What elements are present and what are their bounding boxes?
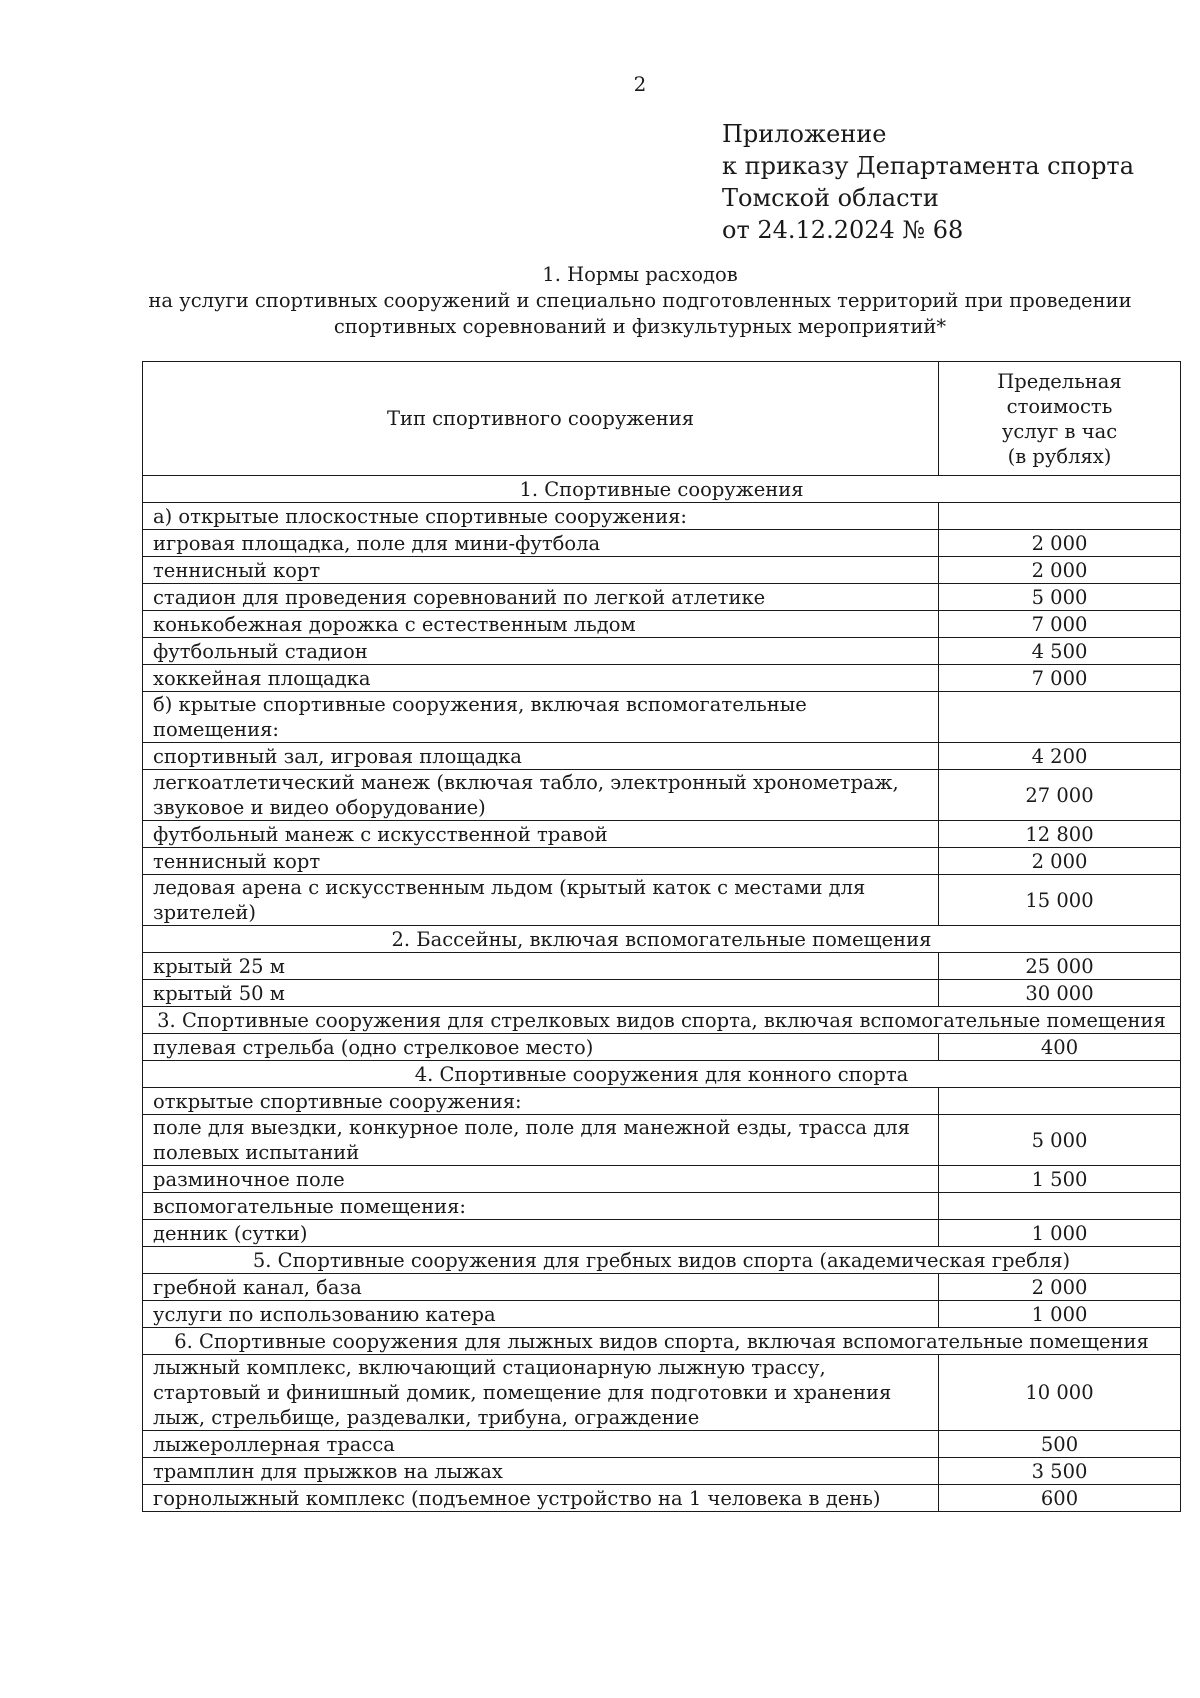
table-row <box>143 1220 1181 1247</box>
table-row <box>143 1458 1181 1485</box>
price-cell: 4 500 <box>939 638 1181 665</box>
section-title: 5. Спортивные сооружения для гребных видов спорта (академическая гребля) <box>143 1247 1181 1274</box>
table-row <box>143 848 1181 875</box>
section-row <box>143 1328 1181 1355</box>
appendix-line: Томской области <box>722 184 939 212</box>
subsection-label: а) открытые плоскостные спортивные сооружения: <box>143 503 939 530</box>
page-number: 2 <box>633 72 647 96</box>
subsection-label: вспомогательные помещения: <box>143 1193 939 1220</box>
header-type: Тип спортивного сооружения <box>143 362 939 476</box>
price-cell: 15 000 <box>939 875 1181 926</box>
facility-name: лыжный комплекс, включающий стационарную лыжную трассу, стартовый и финишный домик, помещение для подготовки и хранения лыж, стрельбище, раздевалки, трибуна, ограждение <box>143 1355 939 1431</box>
facility-name: поле для выездки, конкурное поле, поле для манежной езды, трасса для полевых испытаний <box>143 1115 939 1166</box>
facility-name: разминочное поле <box>143 1166 939 1193</box>
table-row <box>143 1355 1181 1431</box>
table-row <box>143 875 1181 926</box>
price-cell: 2 000 <box>939 530 1181 557</box>
section-title: 2. Бассейны, включая вспомогательные помещения <box>143 926 1181 953</box>
section-title: 4. Спортивные сооружения для конного спорта <box>143 1061 1181 1088</box>
price-cell <box>939 692 1181 743</box>
price-cell: 1 000 <box>939 1220 1181 1247</box>
price-cell: 500 <box>939 1431 1181 1458</box>
table-body <box>143 476 1181 1512</box>
header-price-line: услуг в час <box>1001 419 1118 443</box>
table-row <box>143 584 1181 611</box>
table-row <box>143 1431 1181 1458</box>
price-cell: 30 000 <box>939 980 1181 1007</box>
table-row <box>143 980 1181 1007</box>
facility-name: гребной канал, база <box>143 1274 939 1301</box>
price-cell: 1 500 <box>939 1166 1181 1193</box>
facility-name: игровая площадка, поле для мини-футбола <box>143 530 939 557</box>
appendix-line: Приложение <box>722 120 887 148</box>
facility-name: теннисный корт <box>143 848 939 875</box>
facility-name: трамплин для прыжков на лыжах <box>143 1458 939 1485</box>
price-cell: 10 000 <box>939 1355 1181 1431</box>
price-cell: 5 000 <box>939 1115 1181 1166</box>
table-row <box>143 770 1181 821</box>
table-row <box>143 821 1181 848</box>
facility-name: горнолыжный комплекс (подъемное устройство на 1 человека в день) <box>143 1485 939 1512</box>
heading-line: на услуги спортивных сооружений и специально подготовленных территорий при проведении <box>148 289 1132 312</box>
subsection-row <box>143 1088 1181 1115</box>
price-cell: 2 000 <box>939 557 1181 584</box>
table-row <box>143 953 1181 980</box>
price-cell: 25 000 <box>939 953 1181 980</box>
price-cell <box>939 1193 1181 1220</box>
facility-name: ледовая арена с искусственным льдом (крытый каток с местами для зрителей) <box>143 875 939 926</box>
appendix-block <box>722 118 1134 246</box>
facility-name: легкоатлетический манеж (включая табло, электронный хронометраж, звуковое и видео оборудование) <box>143 770 939 821</box>
price-cell: 7 000 <box>939 665 1181 692</box>
heading-line: 1. Нормы расходов <box>542 263 738 286</box>
header-price-line: стоимость <box>1006 394 1113 418</box>
facility-name: крытый 25 м <box>143 953 939 980</box>
section-title: 3. Спортивные сооружения для стрелковых видов спорта, включая вспомогательные помещения <box>143 1007 1181 1034</box>
facility-name: пулевая стрельба (одно стрелковое место) <box>143 1034 939 1061</box>
price-cell: 2 000 <box>939 848 1181 875</box>
facility-name: конькобежная дорожка с естественным льдом <box>143 611 939 638</box>
facility-name: денник (сутки) <box>143 1220 939 1247</box>
price-cell: 400 <box>939 1034 1181 1061</box>
price-cell <box>939 1088 1181 1115</box>
table-row <box>143 743 1181 770</box>
table-row <box>143 557 1181 584</box>
table-row <box>143 638 1181 665</box>
price-cell <box>939 503 1181 530</box>
facility-name: крытый 50 м <box>143 980 939 1007</box>
section-row <box>143 1007 1181 1034</box>
subsection-label: открытые спортивные сооружения: <box>143 1088 939 1115</box>
section-row <box>143 926 1181 953</box>
header-price-line: (в рублях) <box>1007 444 1112 468</box>
header-price-line: Предельная <box>997 369 1122 393</box>
facility-name: стадион для проведения соревнований по легкой атлетике <box>143 584 939 611</box>
table-row <box>143 1034 1181 1061</box>
price-cell: 4 200 <box>939 743 1181 770</box>
price-cell: 1 000 <box>939 1301 1181 1328</box>
appendix-line: от 24.12.2024 № 68 <box>722 216 964 244</box>
subsection-row <box>143 503 1181 530</box>
section-row <box>143 1247 1181 1274</box>
table-row <box>143 530 1181 557</box>
facility-name: хоккейная площадка <box>143 665 939 692</box>
section-row <box>143 476 1181 503</box>
section-row <box>143 1061 1181 1088</box>
section-title: 1. Спортивные сооружения <box>143 476 1181 503</box>
price-cell: 27 000 <box>939 770 1181 821</box>
subsection-row <box>143 692 1181 743</box>
subsection-label: б) крытые спортивные сооружения, включая вспомогательные помещения: <box>143 692 939 743</box>
price-cell: 600 <box>939 1485 1181 1512</box>
facility-name: спортивный зал, игровая площадка <box>143 743 939 770</box>
subsection-row <box>143 1193 1181 1220</box>
price-cell: 2 000 <box>939 1274 1181 1301</box>
table-header-row <box>143 362 1181 476</box>
heading-line: спортивных соревнований и физкультурных мероприятий* <box>333 315 947 338</box>
section-title: 6. Спортивные сооружения для лыжных видов спорта, включая вспомогательные помещения <box>143 1328 1181 1355</box>
table-row <box>143 665 1181 692</box>
facility-name: футбольный стадион <box>143 638 939 665</box>
header-price <box>939 362 1181 476</box>
facility-name: лыжероллерная трасса <box>143 1431 939 1458</box>
price-cell: 12 800 <box>939 821 1181 848</box>
price-cell: 3 500 <box>939 1458 1181 1485</box>
table-row <box>143 1274 1181 1301</box>
facility-name: футбольный манеж с искусственной травой <box>143 821 939 848</box>
table-row <box>143 1301 1181 1328</box>
table-row <box>143 1485 1181 1512</box>
facility-name: услуги по использованию катера <box>143 1301 939 1328</box>
appendix-line: к приказу Департамента спорта <box>722 152 1135 180</box>
facility-name: теннисный корт <box>143 557 939 584</box>
norms-table <box>142 361 1181 1512</box>
price-cell: 7 000 <box>939 611 1181 638</box>
table-row <box>143 1166 1181 1193</box>
table-row <box>143 611 1181 638</box>
price-cell: 5 000 <box>939 584 1181 611</box>
table-row <box>143 1115 1181 1166</box>
document-heading <box>140 262 1140 340</box>
